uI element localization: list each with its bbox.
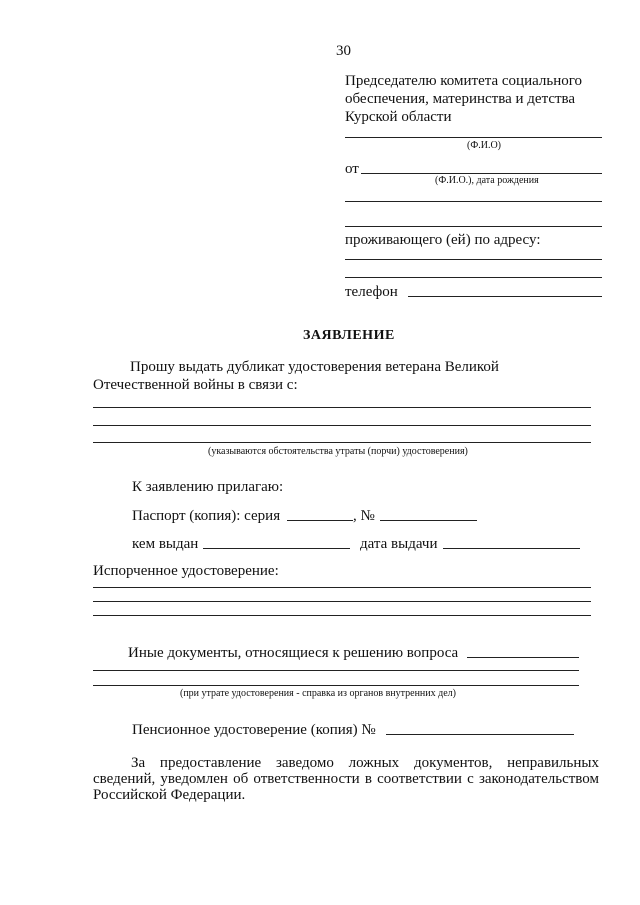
other-docs-field-line-3[interactable] [93, 685, 579, 686]
passport-number-sep: , № [353, 508, 375, 524]
from-label: от [345, 161, 359, 177]
addressee-line-2: обеспечения, материнства и детства [345, 91, 576, 107]
request-line-1: Прошу выдать дубликат удостоверения ветерана Великой [130, 359, 499, 375]
damaged-field-line-2[interactable] [93, 601, 591, 602]
document-title: ЗАЯВЛЕНИЕ [303, 328, 395, 343]
address-field-line-2[interactable] [345, 277, 602, 278]
passport-series-field[interactable] [287, 520, 353, 521]
passport-label: Паспорт (копия): серия [132, 508, 281, 524]
warning-text: За предоставление заведомо ложных документов, неправильных сведений, уведомлен об ответственности в соответствии с законодательством Российской Федерации. [93, 755, 599, 803]
damaged-field-line-3[interactable] [93, 615, 591, 616]
from-field[interactable] [361, 173, 602, 174]
phone-label: телефон [345, 284, 398, 300]
reason-field-line-3[interactable] [93, 442, 591, 443]
request-line-2: Отечественной войны в связи с: [93, 377, 298, 393]
issued-by-label: кем выдан [132, 536, 199, 552]
fio-field[interactable] [345, 137, 602, 138]
phone-field[interactable] [408, 296, 602, 297]
other-docs-field[interactable] [467, 657, 579, 658]
from-field-line-2[interactable] [345, 201, 602, 202]
page-number: 30 [336, 43, 351, 59]
fio-caption: (Ф.И.О) [467, 140, 502, 151]
other-docs-field-line-2[interactable] [93, 670, 579, 671]
reason-field-line-2[interactable] [93, 425, 591, 426]
other-docs-label: Иные документы, относящиеся к решению вопроса [128, 645, 459, 661]
attach-label: К заявлению прилагаю: [132, 479, 284, 495]
passport-number-field[interactable] [380, 520, 477, 521]
addressee-line-1: Председателю комитета социального [345, 73, 583, 89]
damaged-label: Испорченное удостоверение: [93, 563, 279, 579]
damaged-field-line-1[interactable] [93, 587, 591, 588]
other-docs-caption: (при утрате удостоверения - справка из органов внутренних дел) [180, 688, 456, 699]
reason-field-line-1[interactable] [93, 407, 591, 408]
pension-label: Пенсионное удостоверение (копия) № [132, 722, 376, 738]
issue-date-field[interactable] [443, 548, 580, 549]
pension-number-field[interactable] [386, 734, 574, 735]
from-caption: (Ф.И.О.), дата рождения [435, 175, 539, 186]
addressee-line-3: Курской области [345, 109, 452, 125]
address-field-line-1[interactable] [345, 259, 602, 260]
issue-date-label: дата выдачи [360, 536, 438, 552]
address-label: проживающего (ей) по адресу: [345, 232, 541, 248]
reason-caption: (указываются обстоятельства утраты (порчи) удостоверения) [208, 446, 468, 457]
from-field-line-3[interactable] [345, 226, 602, 227]
issued-by-field[interactable] [203, 548, 350, 549]
